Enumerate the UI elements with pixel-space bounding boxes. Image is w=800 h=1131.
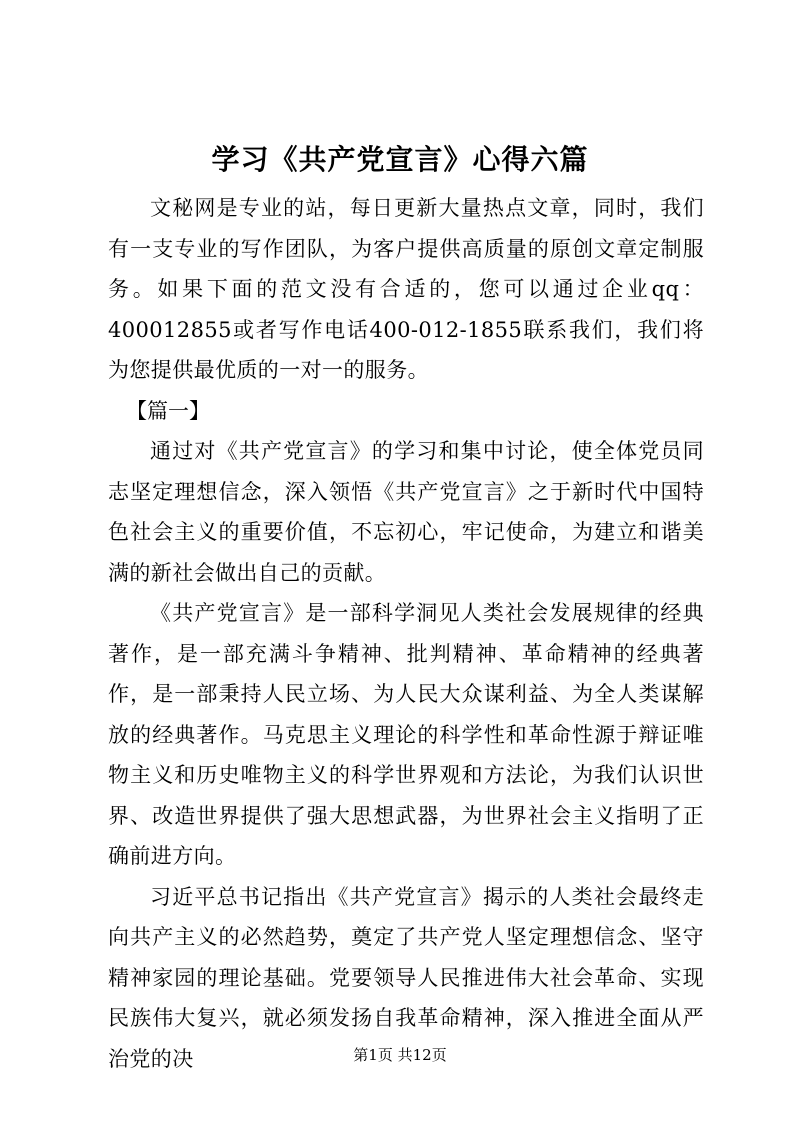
- document-body: [108, 188, 704, 1079]
- document-title: 学习《共产党宣言》心得六篇: [211, 143, 589, 176]
- body-paragraph-3: 习近平总书记指出《共产党宣言》揭示的人类社会最终走向共产主义的必然趋势，奠定了共产党人坚定理想信念、坚守精神家园的理论基础。党要领导人民推进伟大社会革命、实现民族伟大复兴，就必须发扬自我革命精神，深入推进全面从严治党的决: [108, 884, 704, 1071]
- intro-paragraph: 文秘网是专业的站，每日更新大量热点文章，同时，我们有一支专业的写作团队，为客户提供高质量的原创文章定制服务。如果下面的范文没有合适的，您可以通过企业qq：400012855或者写作电话400-012-1855联系我们，我们将为您提供最优质的一对一的服务。: [108, 196, 704, 382]
- body-paragraph-2: 《共产党宣言》是一部科学洞见人类社会发展规律的经典著作，是一部充满斗争精神、批判精神、革命精神的经典著作，是一部秉持人民立场、为人民大众谋利益、为全人类谋解放的经典著作。马克思主义理论的科学性和革命性源于辩证唯物主义和历史唯物主义的科学世界观和方法论，为我们认识世界、改造世界提供了强大思想武器，为世界社会主义指明了正确前进方向。: [108, 601, 704, 868]
- body-paragraph-1: 通过对《共产党宣言》的学习和集中讨论，使全体党员同志坚定理想信念，深入领悟《共产党宣言》之于新时代中国特色社会主义的重要价值，不忘初心，牢记使命，为建立和谐美满的新社会做出自己的贡献。: [108, 439, 704, 585]
- page-number-footer: 第1页 共12页: [353, 1046, 447, 1064]
- section-heading: 【篇一】: [126, 398, 210, 423]
